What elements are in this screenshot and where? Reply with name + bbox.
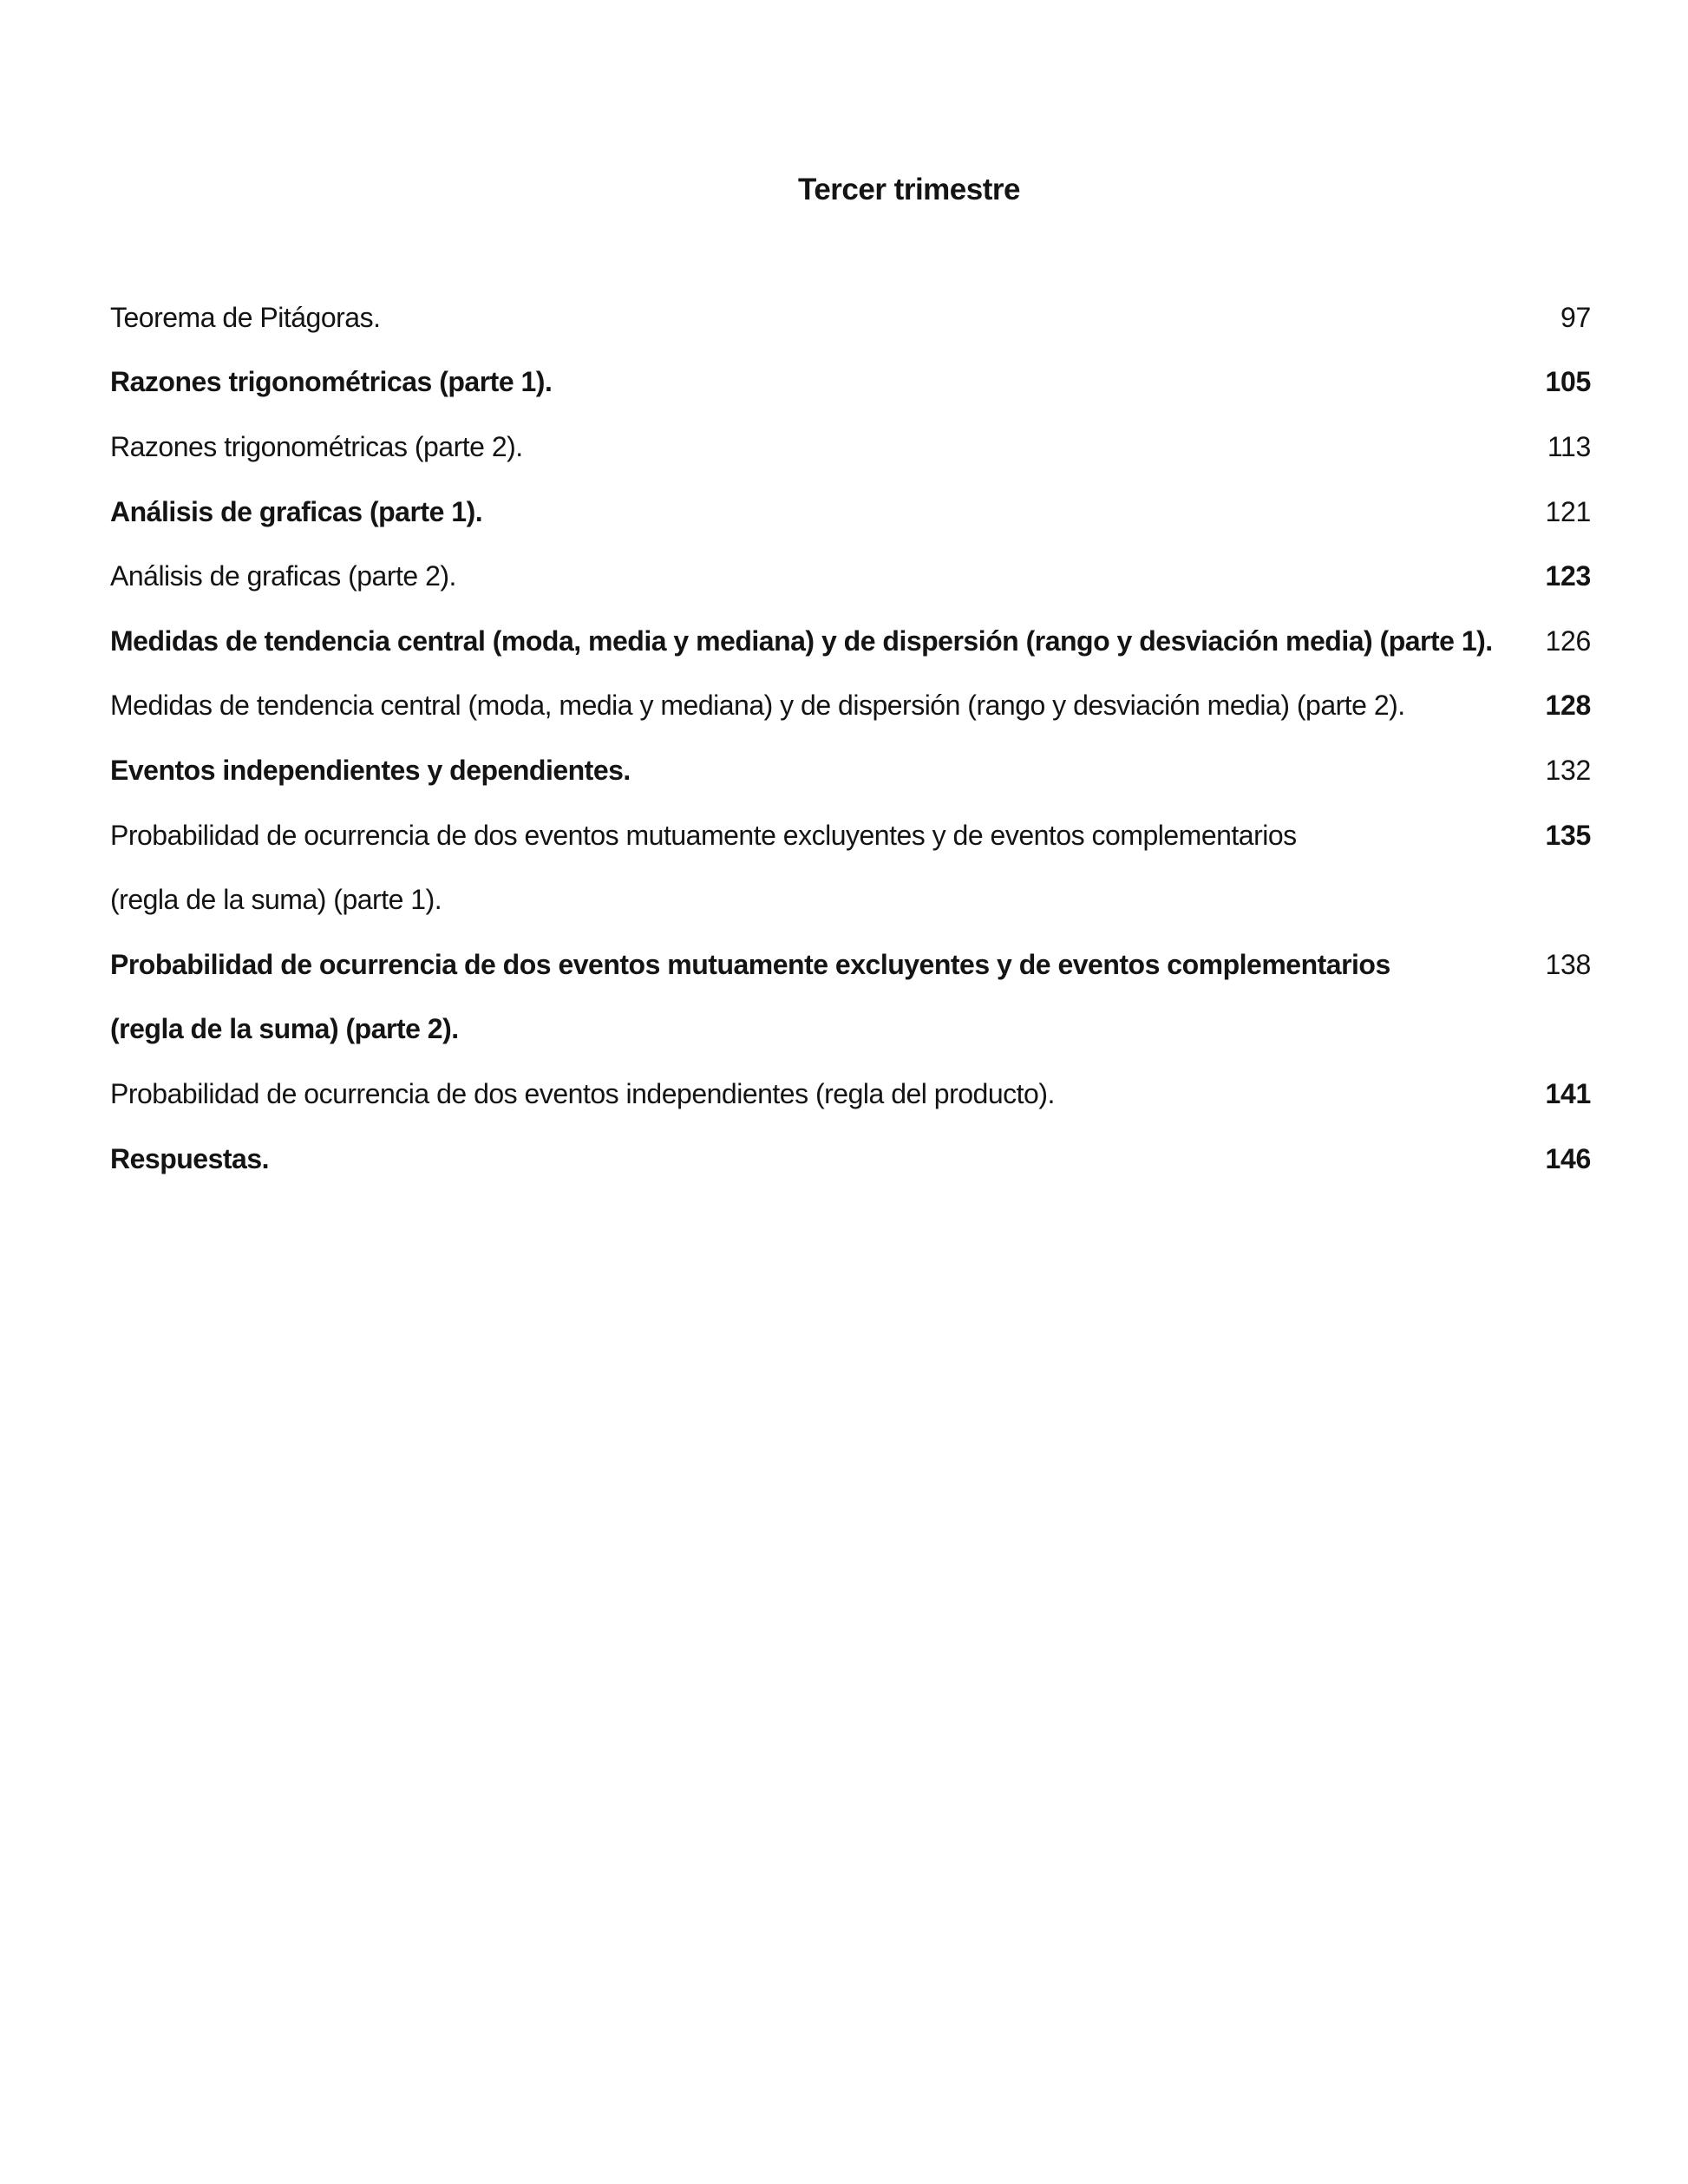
toc-entry bbox=[110, 609, 1591, 674]
page-title: Tercer trimestre bbox=[798, 173, 1020, 206]
toc-entry-page: 121 bbox=[1545, 495, 1591, 527]
toc-entry-page: 141 bbox=[1545, 1077, 1591, 1109]
toc-entry-page: 113 bbox=[1547, 430, 1591, 462]
toc-entry bbox=[110, 1127, 1591, 1192]
toc-entry-title: Eventos independientes y dependientes. bbox=[110, 754, 631, 786]
toc-entry bbox=[110, 738, 1591, 803]
toc-entry-title: Respuestas. bbox=[110, 1142, 270, 1174]
toc-entry-title: (regla de la suma) (parte 2). bbox=[110, 1013, 459, 1045]
toc-entry-title: Análisis de graficas (parte 1). bbox=[110, 495, 483, 527]
toc-entry-title: Teorema de Pitágoras. bbox=[110, 301, 381, 333]
toc-entry bbox=[110, 350, 1591, 415]
toc-entry-page: 126 bbox=[1545, 624, 1591, 657]
toc-entry-title: (regla de la suma) (parte 1). bbox=[110, 884, 442, 916]
toc-entry-page: 97 bbox=[1560, 301, 1591, 333]
toc-entry-title: Probabilidad de ocurrencia de dos eventos mutuamente excluyentes y de eventos complementarios bbox=[110, 948, 1390, 980]
toc-entry-title: Razones trigonométricas (parte 2). bbox=[110, 430, 523, 462]
toc-entry bbox=[110, 480, 1591, 545]
table-of-contents bbox=[110, 285, 1591, 1191]
toc-entry-page: 123 bbox=[1545, 560, 1591, 592]
toc-entry-title: Probabilidad de ocurrencia de dos eventos independientes (regla del producto). bbox=[110, 1077, 1055, 1109]
toc-entry-page: 128 bbox=[1545, 690, 1591, 722]
toc-entry-continuation bbox=[110, 997, 1591, 1063]
toc-entry bbox=[110, 544, 1591, 609]
toc-entry-title: Análisis de graficas (parte 2). bbox=[110, 560, 456, 592]
toc-entry bbox=[110, 803, 1591, 868]
toc-entry bbox=[110, 932, 1591, 997]
toc-entry-continuation bbox=[110, 867, 1591, 932]
toc-entry bbox=[110, 1062, 1591, 1127]
toc-entry bbox=[110, 674, 1591, 739]
toc-entry-title: Medidas de tendencia central (moda, media y mediana) y de dispersión (rango y desviación media) (parte 2). bbox=[110, 690, 1405, 722]
toc-entry bbox=[110, 415, 1591, 480]
toc-entry-title: Medidas de tendencia central (moda, media y mediana) y de dispersión (rango y desviación media) (parte 1). bbox=[110, 624, 1493, 657]
toc-entry bbox=[110, 285, 1591, 350]
toc-entry-page: 146 bbox=[1545, 1142, 1591, 1174]
toc-entry-page: 138 bbox=[1545, 948, 1591, 980]
toc-entry-page: 132 bbox=[1545, 754, 1591, 786]
toc-entry-title: Probabilidad de ocurrencia de dos eventos mutuamente excluyentes y de eventos complementarios bbox=[110, 819, 1297, 851]
toc-entry-title: Razones trigonométricas (parte 1). bbox=[110, 366, 553, 398]
toc-entry-page: 135 bbox=[1545, 819, 1591, 851]
toc-entry-page: 105 bbox=[1545, 366, 1591, 398]
